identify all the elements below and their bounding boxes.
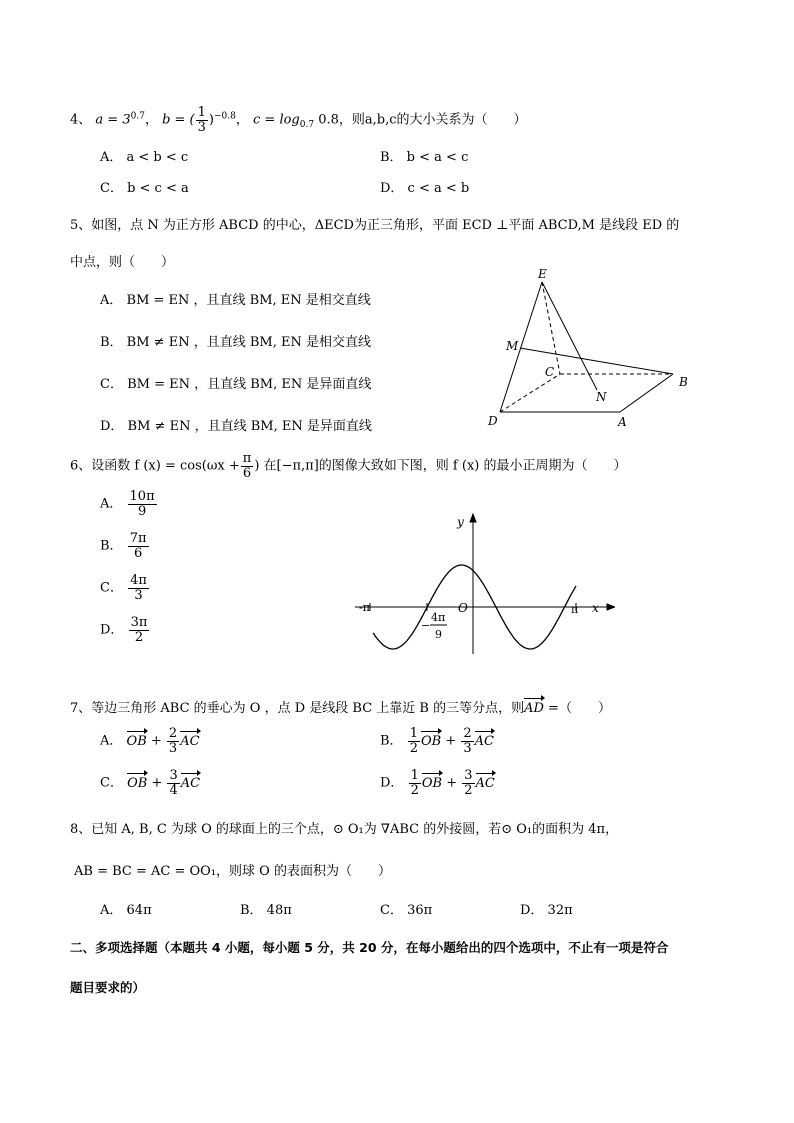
label-origin: O [458,601,468,615]
q4-option-b[interactable]: B． b < a < c [380,150,469,165]
q5-option-c[interactable]: C． BM = EN ，且直线 BM, EN 是异面直线 [100,377,372,392]
label-N: N [596,390,607,404]
edge-MB [520,348,673,374]
q4-option-d[interactable]: D． c < a < b [380,181,470,196]
section-2-heading-line1: 二、多项选择题（本题共 4 小题，每小题 5 分，共 20 分，在每小题给出的四个选项中，不止有一项是符合 [70,940,669,955]
q6-option-b[interactable]: B． $\frac{7\pi}{6}$ [100,531,147,561]
edge-DC [500,374,560,412]
q7-option-a[interactable]: A． OB + $\frac{2}{3}$ AC [100,726,200,756]
label-A: A [618,415,627,429]
q5-stem-line1: 5、如图，点 N 为正方形 ABCD 的中心，ΔECD为正三角形，平面 ECD ⊥平面 ABCD,M 是线段 ED 的 [70,218,680,233]
label-M: M [506,339,519,353]
q6-option-d[interactable]: D． $\frac{3\pi}{2}$ [100,615,148,645]
section-2-heading-line2: 题目要求的） [70,980,146,995]
q6-cosine-graph [345,512,615,657]
edge-AB [620,374,673,412]
label-E: E [538,267,547,281]
q6-pi-fraction: $\frac{\pi}{6}$ [242,451,252,481]
q5-option-d[interactable]: D． BM ≠ EN ，且直线 BM, EN 是异面直线 [100,419,372,434]
label-pi: π [571,603,579,616]
label-x: x [592,601,599,615]
q4-option-c[interactable]: C． b < c < a [100,181,189,196]
q7-option-b[interactable]: B． $\frac{1}{2}$ OB + $\frac{2}{3}$ AC [380,726,494,756]
label-B: B [679,375,688,389]
q5-pyramid-figure [480,262,710,432]
q6-stem: 6、设函数 f (x) = cos(ωx + $\frac{\pi}{6}$ ) 在[−π,π]的图像大致如下图，则 f (x) 的最小正周期为（ ） [70,451,627,481]
q5-option-a[interactable]: A． BM = EN ，且直线 BM, EN 是相交直线 [100,293,371,308]
label-y: y [457,515,464,529]
label-C: C [545,365,555,379]
q7-stem: 7、等边三角形 ABC 的垂心为 O ，点 D 是线段 BC 上靠近 B 的三等分点，则AD =（ ） [70,701,611,716]
label-mark-sign: − [421,619,431,632]
q4-option-a[interactable]: A． a < b < c [100,150,189,165]
q5-stem-line2: 中点，则（ ） [70,255,175,270]
q7-option-c[interactable]: C． OB + $\frac{3}{4}$ AC [100,768,201,798]
q8-option-a[interactable]: A． 64π [100,903,152,918]
q8-option-c[interactable]: C． 36π [380,903,433,918]
q4-b-fraction: $\frac{1}{3}$ [197,105,206,135]
q8-stem-line1: 8、已知 A, B, C 为球 O 的球面上的三个点，⊙ O₁为 ∇ABC 的外接圆，若⊙ O₁的面积为 4π， [70,822,619,837]
q6-option-c[interactable]: C． $\frac{4\pi}{3}$ [100,573,147,603]
label-neg-pi: -π [359,601,370,614]
q8-option-b[interactable]: B． 48π [240,903,292,918]
q8-option-d[interactable]: D． 32π [520,903,573,918]
label-mark-n: 4π [431,611,446,624]
q7-option-d[interactable]: D． $\frac{1}{2}$ OB + $\frac{3}{2}$ AC [380,768,495,798]
q6-option-a[interactable]: A． $\frac{10\pi}{9}$ [100,489,155,519]
q4-stem: 4、 $a = 3^{0.7}$， b = ( $\frac{1}{3}$ )$^{-0.8}$， $c = \log_{0.7} 0.8$，则a,b,c的大小关系为（ ） [70,105,527,135]
vec-ad: AD [524,701,544,716]
edge-EC [542,282,560,374]
q5-option-b[interactable]: B． BM ≠ EN ，且直线 BM, EN 是相交直线 [100,335,371,350]
x-axis-arrow [607,604,615,610]
y-axis-arrow [470,514,476,522]
q8-stem-line2: AB = BC = AC = OO₁，则球 O 的表面积为（ ） [74,864,391,879]
label-mark-d: 9 [435,628,442,641]
label-D: D [488,414,498,428]
